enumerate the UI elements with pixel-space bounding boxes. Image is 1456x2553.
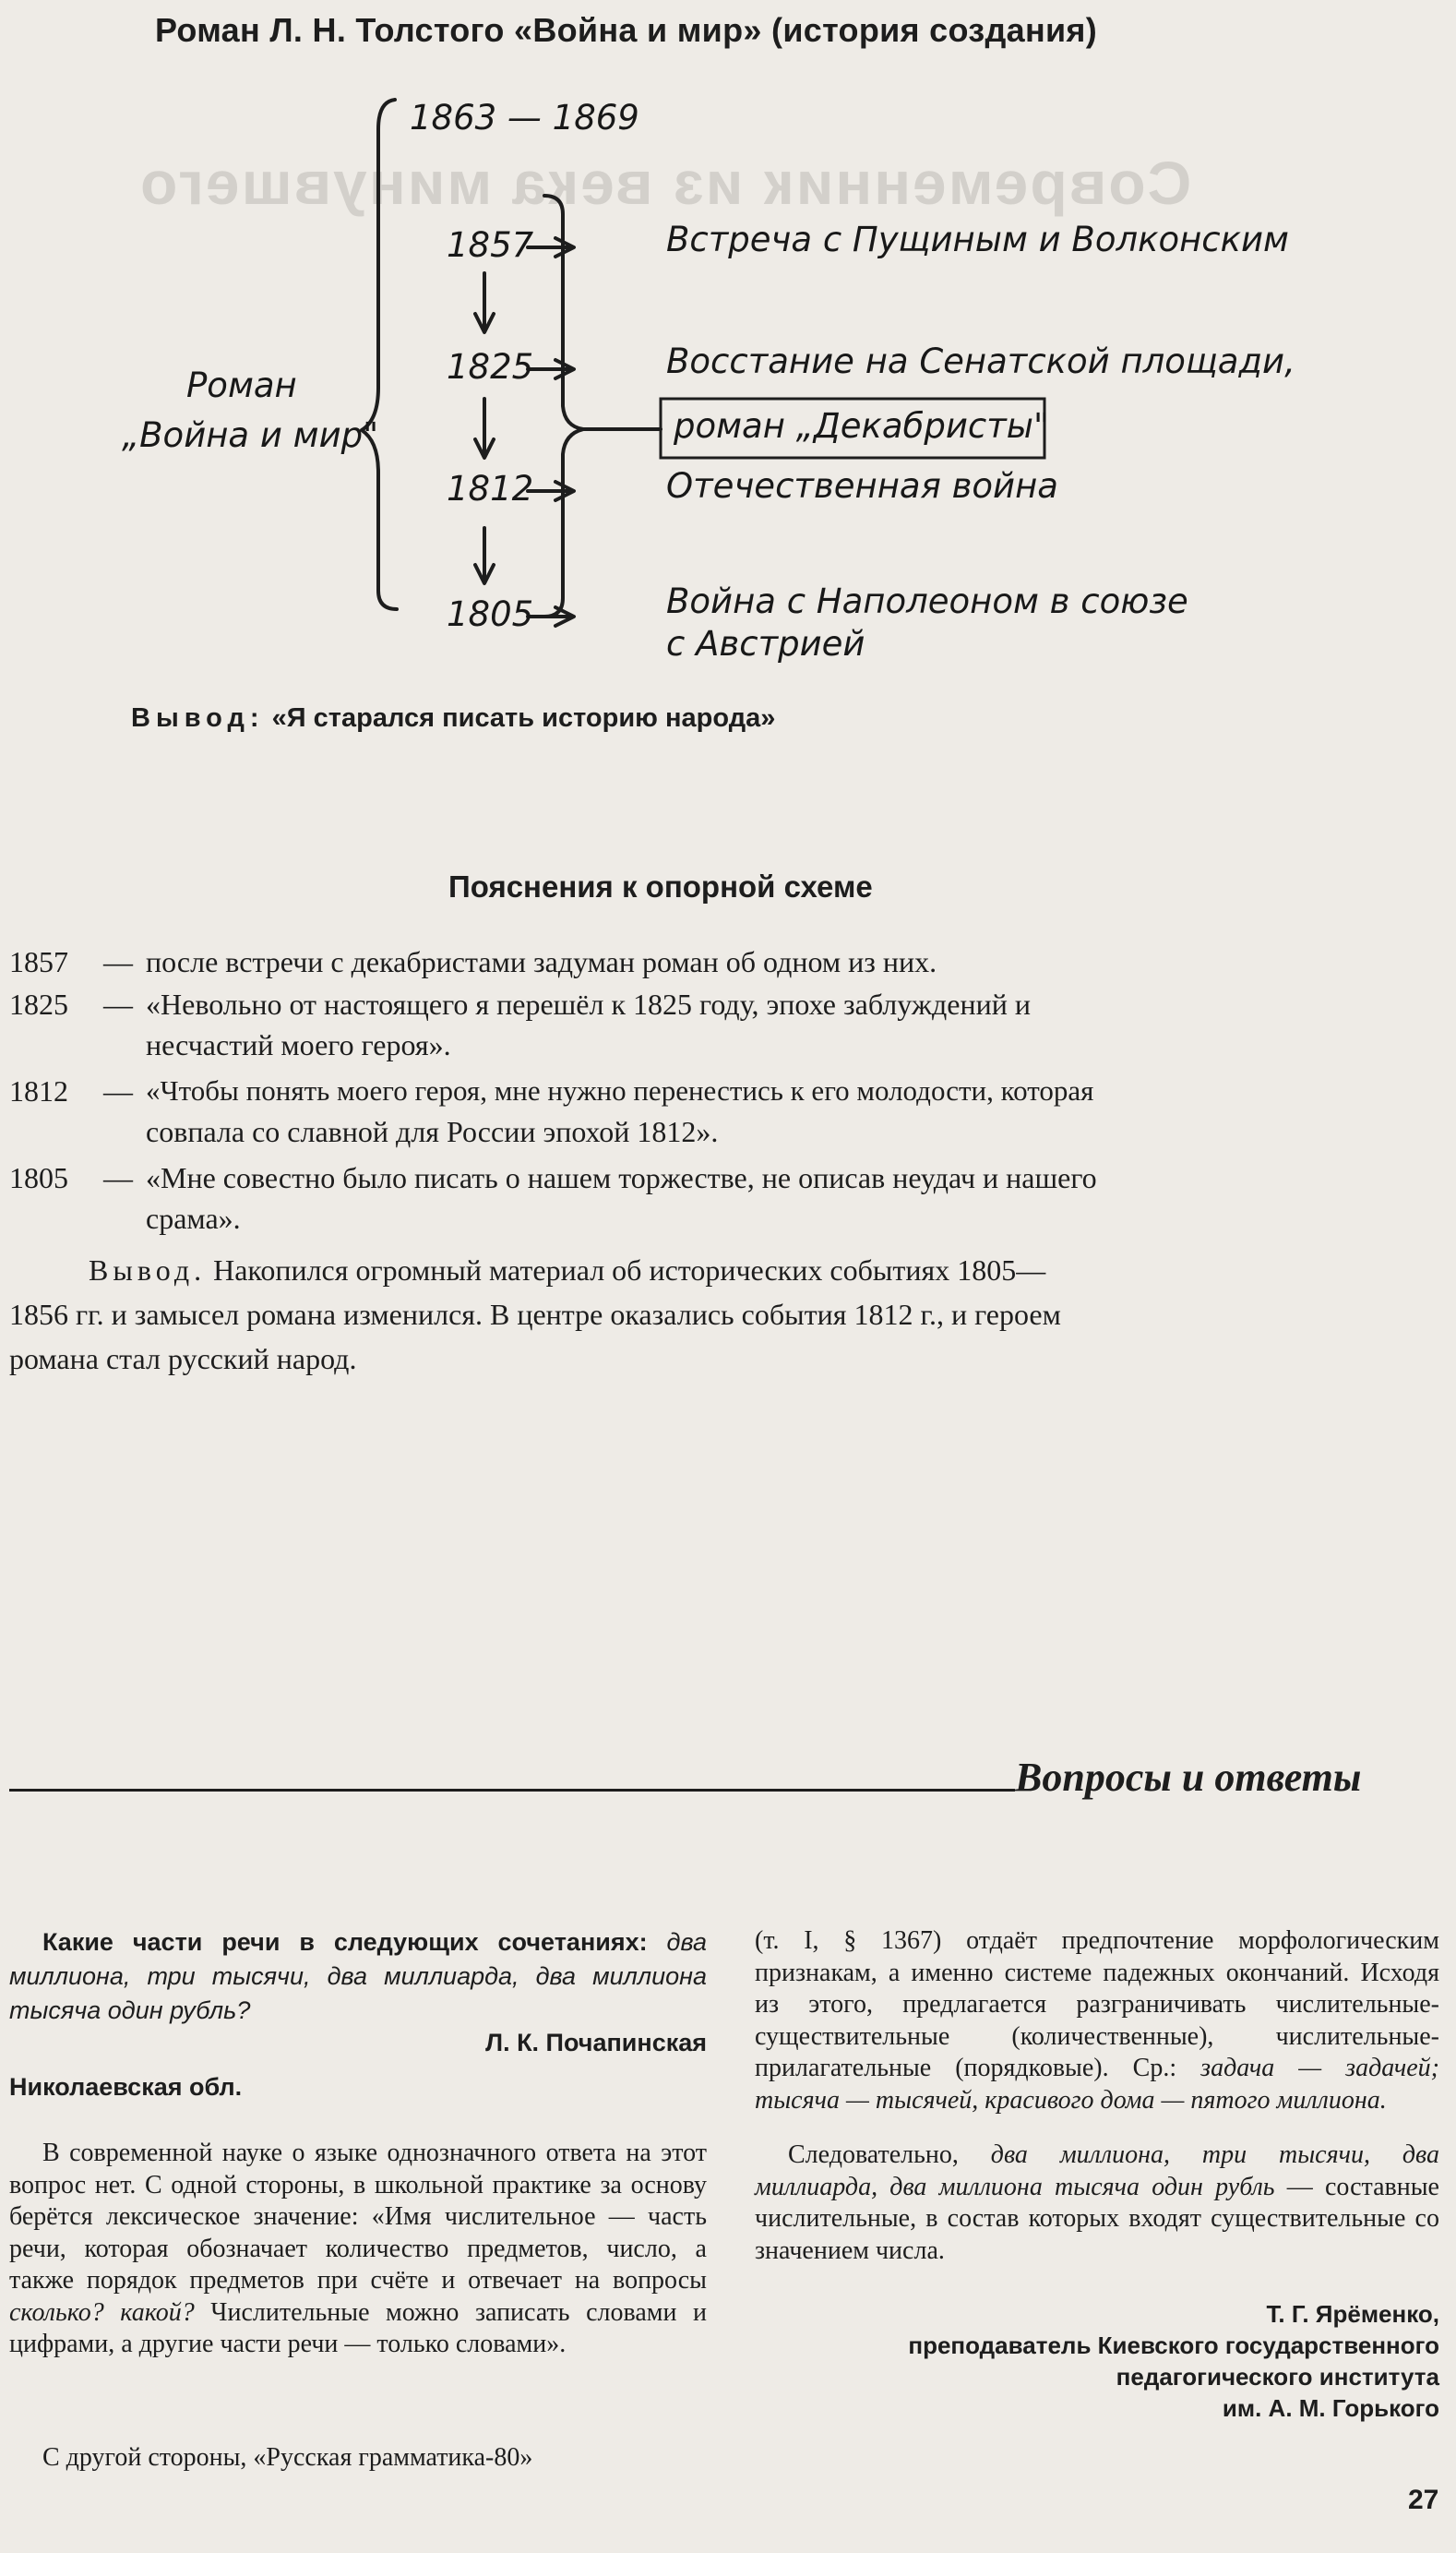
explanations-conclusion-label: Вывод. <box>89 1253 207 1287</box>
section-rule <box>9 1789 1015 1792</box>
explanations-conclusion-line-2: 1856 гг. и замысел романа изменился. В центре оказались события 1812 г., и героем <box>9 1298 1061 1331</box>
explanation-text: после встречи с декабристами задуман роман об одном из них. <box>146 945 937 978</box>
event-1857: Встреча с Пущиным и Волконским <box>666 220 1289 259</box>
novel-label-line-2: „Война и мир" <box>122 415 379 455</box>
scheme-diagram <box>0 0 1456 665</box>
asker-name: Л. К. Почапинская <box>485 2029 707 2056</box>
answer-left-text: В современной науке о языке однозначного ответа на этот вопрос нет. С одной стороны, в школьной практике за основу берётся лексическое значение: «Имя числительное — часть речи, которая обозначает количество предметов, число, а также порядок предметов при счёте и отвечает на вопросы <box>9 2139 707 2295</box>
explanations-conclusion-line-1: Накопился огромный материал об исторических событиях 1805— <box>213 1253 1046 1287</box>
down-arrow-2 <box>475 399 494 458</box>
answer-right-text-end: — составные числительные, в состав которых входят существительные со значением числа. <box>755 2172 1439 2265</box>
author-name: Т. Г. Ярёменко, <box>1266 2300 1439 2328</box>
answer-left-para-2: С другой стороны, «Русская грамматика-80» <box>42 2443 533 2472</box>
event-boxed-decembrists: роман „Декабристы" <box>674 406 1049 446</box>
answer-right-para-1 <box>755 1925 1439 2116</box>
answer-right-text: Следовательно, <box>788 2140 959 2169</box>
explanation-item <box>9 1071 1439 1157</box>
year-1825: 1825 <box>447 347 534 387</box>
down-arrow-3 <box>475 528 494 583</box>
explanations-conclusion <box>89 1248 1439 1292</box>
author-signature <box>701 2298 1439 2424</box>
explanations-heading: Пояснения к опорной схеме <box>448 869 873 904</box>
question-text: Какие части речи в следующих сочетаниях: <box>42 1928 648 1956</box>
qa-heading: Вопросы и ответы <box>1015 1755 1362 1800</box>
explanation-text-cont: срама». <box>146 1202 241 1235</box>
asker-region: Николаевская обл. <box>9 2073 243 2101</box>
answer-right-text: (т. I, § 1367) отдаёт предпочтение морфологическим признакам, а именно системе падежных окончаний. Исходя из этого, предлагается разграничивать числительные-существительные (количественные), числительные-прилагательные (порядковые). Ср.: <box>755 1926 1439 2082</box>
question-block <box>9 1925 707 2028</box>
novel-label-line-1: Роман <box>186 366 297 405</box>
explanation-year: 1825 <box>9 988 68 1021</box>
page-number: 27 <box>1408 2485 1439 2515</box>
explanation-list <box>9 941 1439 1244</box>
explanation-text: «Чтобы понять моего героя, мне нужно перенестись к его молодости, которая <box>146 1074 1094 1107</box>
right-arrow-1812 <box>528 482 574 500</box>
author-position-1: преподаватель Киевского государственного <box>908 2331 1439 2359</box>
event-1805-line-2: с Австрией <box>666 624 865 664</box>
explanation-item <box>9 1157 1439 1244</box>
scheme-conclusion <box>131 703 775 734</box>
page-title: Роман Л. Н. Толстого «Война и мир» (история создания) <box>155 11 1098 49</box>
year-1857: 1857 <box>447 225 534 265</box>
answer-left-text-end: Числительные можно записать словами и цифрами, а другие части речи — только словами». <box>9 2297 707 2358</box>
right-arrow-1825 <box>528 360 574 378</box>
explanation-dash: — <box>103 1161 133 1194</box>
answer-right-para-2 <box>755 2139 1439 2267</box>
explanations-conclusion-line-3: романа стал русский народ. <box>9 1342 357 1375</box>
explanation-text: «Невольно от настоящего я перешёл к 1825 году, эпохе заблуждений и <box>146 988 1031 1021</box>
answer-left-italic: сколько? какой? <box>9 2297 195 2327</box>
down-arrow-1 <box>475 273 494 332</box>
event-1805-line-1: Война с Наполеоном в союзе <box>666 581 1188 621</box>
explanation-year: 1857 <box>9 945 68 978</box>
explanation-year: 1812 <box>9 1074 68 1108</box>
explanation-dash: — <box>103 945 133 978</box>
bleed-through-title: Современник из века минувшего <box>138 149 1192 217</box>
small-brace <box>544 196 583 617</box>
right-arrow-1805 <box>528 607 574 626</box>
conclusion-quote: «Я старался писать историю народа» <box>271 703 776 733</box>
question-examples: два миллиона, три тысячи, два миллиарда, два миллиона тысяча один рубль? <box>9 1928 707 2024</box>
explanation-text-cont: совпала со славной для России эпохой 1812». <box>146 1115 719 1148</box>
right-arrow-1857 <box>528 238 574 257</box>
explanation-dash: — <box>103 1074 133 1108</box>
author-position-3: им. А. М. Горького <box>1222 2394 1439 2422</box>
event-1812: Отечественная война <box>666 466 1058 506</box>
event-1825: Восстание на Сенатской площади, <box>666 342 1295 381</box>
explanation-item <box>9 984 1439 1071</box>
explanation-year: 1805 <box>9 1161 68 1194</box>
explanation-dash: — <box>103 988 133 1021</box>
answer-left-para-1 <box>9 2138 707 2361</box>
large-brace <box>362 100 397 609</box>
explanation-text-cont: несчастий моего героя». <box>146 1028 451 1061</box>
explanation-text: «Мне совестно было писать о нашем торжестве, не описав неудач и нашего <box>146 1161 1097 1194</box>
year-1805: 1805 <box>447 594 534 634</box>
date-range-label: 1863 — 1869 <box>410 98 639 138</box>
answer-right-italic: два миллиона, три тысячи, два миллиарда, два миллиона тысяча один рубль <box>755 2140 1439 2201</box>
conclusion-label: Вывод: <box>131 703 265 733</box>
explanation-item <box>9 941 1439 984</box>
author-position-2: педагогического института <box>1116 2363 1439 2391</box>
year-1812: 1812 <box>447 469 534 509</box>
answer-right-italic: задача — задачей; тысяча — тысячей, красивого дома — пятого миллиона. <box>755 2054 1439 2115</box>
